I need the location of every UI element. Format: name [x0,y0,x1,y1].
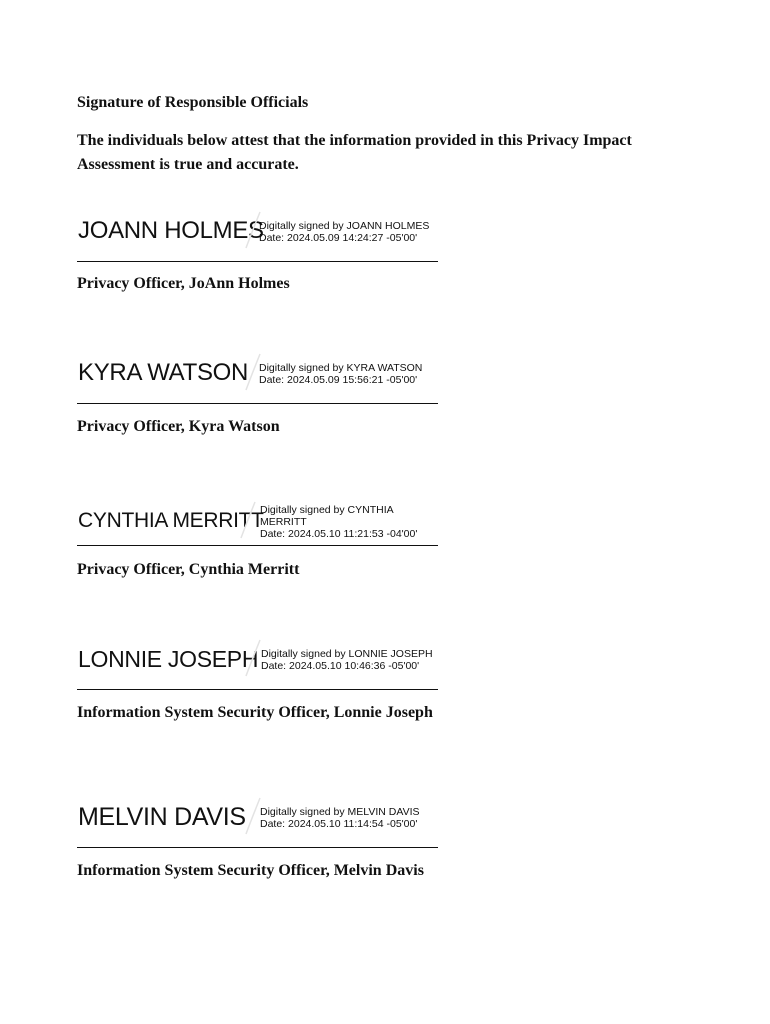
signature-date: Date: 2024.05.10 10:46:36 -05'00' [261,660,420,672]
signature-line [77,847,438,848]
signature-date: Date: 2024.05.10 11:21:53 -04'00' [260,528,418,540]
signer-name: CYNTHIA MERRITT [78,509,264,532]
signature-details [259,220,429,244]
signature-block-merritt [77,498,477,542]
digital-signature[interactable] [77,498,477,542]
signature-block-watson [77,354,477,392]
digital-signature[interactable] [77,354,477,392]
signature-date: Date: 2024.05.09 14:24:27 -05'00' [259,232,418,244]
signature-details [261,648,433,672]
signature-date: Date: 2024.05.09 15:56:21 -05'00' [259,374,418,386]
signature-details [260,806,420,830]
signed-by-text: Digitally signed by CYNTHIA [260,504,394,516]
signer-name: KYRA WATSON [78,359,249,386]
signature-details [259,362,422,386]
signature-date: Date: 2024.05.10 11:14:54 -05'00' [260,818,418,830]
signature-block-holmes [77,212,477,250]
signature-line [77,403,438,404]
signer-title: Information System Security Officer, Melvin Davis [77,862,424,879]
signer-name: LONNIE JOSEPH [78,646,259,672]
signed-by-text: Digitally signed by JOANN HOLMES [259,220,430,232]
signature-stroke-icon [237,498,259,542]
signed-by-text: Digitally signed by LONNIE JOSEPH [261,648,433,660]
signature-line [77,689,438,690]
digital-signature[interactable] [77,640,477,678]
signed-by-text: Digitally signed by MELVIN DAVIS [260,806,420,818]
signer-name: JOANN HOLMES [78,217,264,244]
signed-by-text-cont: MERRITT [260,516,307,528]
signer-title: Privacy Officer, JoAnn Holmes [77,275,290,292]
signer-title: Privacy Officer, Cynthia Merritt [77,561,300,578]
signed-by-text: Digitally signed by KYRA WATSON [259,362,423,374]
signer-title: Privacy Officer, Kyra Watson [77,418,280,435]
signature-details [260,504,417,540]
digital-signature[interactable] [77,798,477,836]
signature-line [77,545,438,546]
section-heading: Signature of Responsible Officials [77,94,309,111]
signer-title: Information System Security Officer, Lonnie Joseph [77,704,433,721]
signature-line [77,261,438,262]
attestation-text: The individuals below attest that the information provided in this Privacy Impact Assessment is true and accurate. [77,132,632,173]
signature-block-joseph [77,640,477,678]
digital-signature[interactable] [77,212,477,250]
signer-name: MELVIN DAVIS [78,803,246,831]
signature-block-davis [77,798,477,836]
